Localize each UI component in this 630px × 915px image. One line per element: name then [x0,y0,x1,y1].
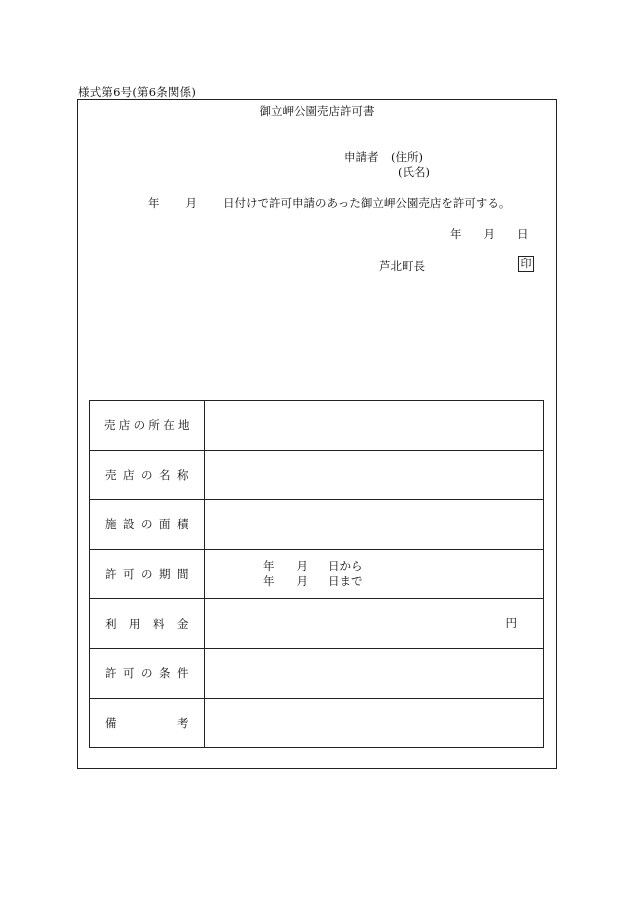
table-row [90,648,544,698]
period-text [263,559,363,589]
table-row [90,500,544,550]
permit-month: 月 [185,196,197,210]
table-row [90,698,544,748]
yen-unit: 円 [505,616,517,631]
address-label: (住所) [391,150,423,164]
conditions-value-cell [205,648,544,698]
table-row [90,450,544,500]
row-label-shop-name: 売 店 の 名 称 [90,450,205,500]
row-label-area: 施 設 の 面 積 [90,500,205,550]
period-value-cell [205,549,544,599]
table-row [90,401,544,451]
table-row [90,549,544,599]
issue-date [450,226,529,242]
permit-form-frame [77,99,557,769]
row-label-conditions: 許 可 の 条 件 [90,648,205,698]
area-value-cell [205,500,544,550]
issue-year: 年 [450,227,462,241]
issue-month: 月 [483,227,495,241]
row-label-location: 売 店 の 所 在 地 [90,401,205,451]
permit-year: 年 [148,196,160,210]
table-row [90,599,544,649]
remarks-value-cell [205,698,544,748]
period-from: 年 月 日から [263,558,363,573]
shop-name-value-cell [205,450,544,500]
issue-day: 日 [517,227,529,241]
row-label-fee: 利 用 料 金 [90,599,205,649]
name-label: (氏名) [398,165,430,179]
applicant-label: 申請者 [344,150,379,164]
form-number: 様式第6号(第6条関係) [78,85,197,99]
permit-statement [148,195,510,211]
document-title: 御立岬公園売店許可書 [259,104,375,118]
seal-mark: 印 [518,256,534,272]
location-value-cell [205,401,544,451]
fee-value-cell [205,599,544,649]
details-table [89,400,544,748]
row-label-remarks: 備 考 [90,698,205,748]
mayor-title: 芦北町長 [379,259,425,273]
period-to: 年 月 日まで [263,573,363,588]
permit-text: 日付けで許可申請のあった御立岬公園売店を許可する。 [223,196,511,210]
row-label-period: 許 可 の 期 間 [90,549,205,599]
